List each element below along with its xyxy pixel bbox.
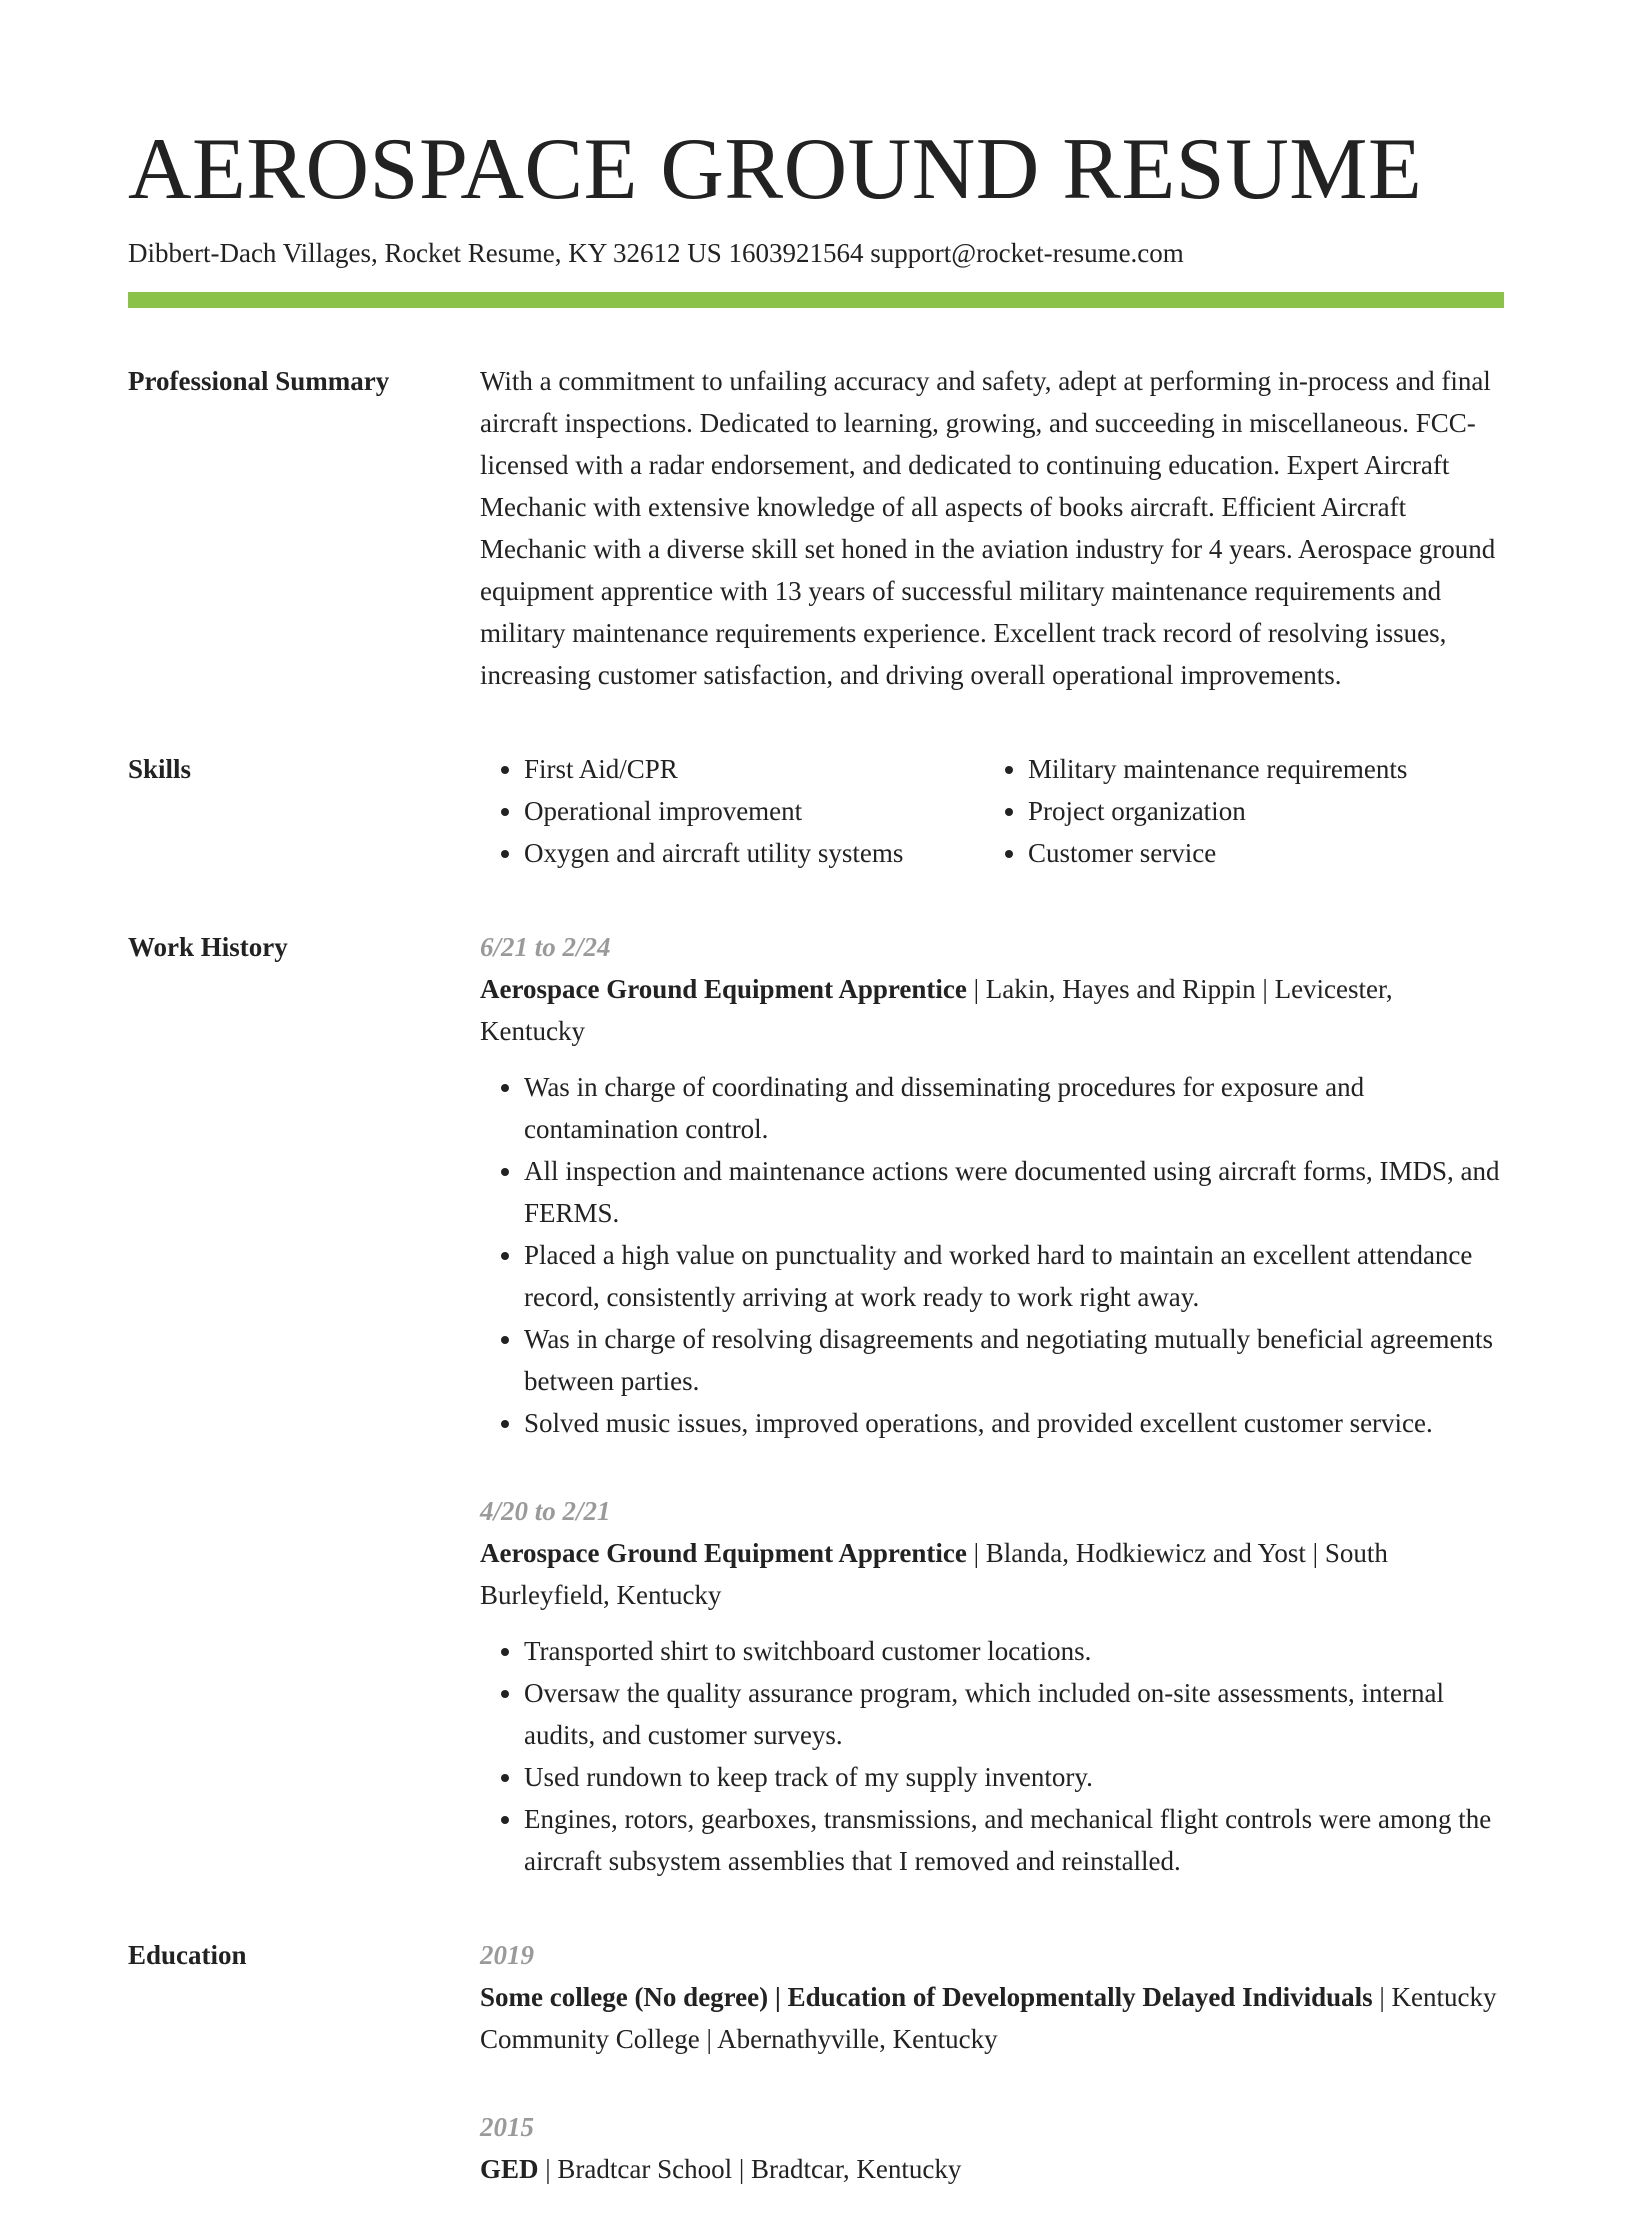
work-history-body xyxy=(480,926,1504,1882)
education-section xyxy=(128,1934,1504,2236)
job-entry xyxy=(480,926,1504,1444)
skill-item: • Oxygen and aircraft utility systems xyxy=(524,832,984,874)
skills-column-2 xyxy=(984,748,1504,874)
education-school: | Bradtcar School | Bradtcar, Kentucky xyxy=(538,2154,962,2184)
work-history-label: Work History xyxy=(128,932,288,962)
education-degree: Some college (No degree) | Education of Developmentally Delayed Individuals xyxy=(480,1982,1373,2012)
job-title: Aerospace Ground Equipment Apprentice xyxy=(480,974,967,1004)
job-bullet: • Oversaw the quality assurance program, which included on-site assessments, internal audits, and customer surveys. xyxy=(524,1672,1504,1756)
job-title: Aerospace Ground Equipment Apprentice xyxy=(480,1538,967,1568)
job-bullets xyxy=(480,1630,1504,1882)
job-date: 4/20 to 2/21 xyxy=(480,1496,611,1526)
job-bullet: • Was in charge of resolving disagreements and negotiating mutually beneficial agreements between parties. xyxy=(524,1318,1504,1402)
job-employer: | Lakin, Hayes and Rippin | Levicester, Kentucky xyxy=(480,974,1393,1046)
skills-column-1 xyxy=(480,748,984,874)
skills-body xyxy=(480,748,1504,874)
skill-item: • Operational improvement xyxy=(524,790,984,832)
header-divider xyxy=(128,292,1504,308)
job-date: 6/21 to 2/24 xyxy=(480,932,611,962)
education-school: | Kentucky Community College | Abernathyville, Kentucky xyxy=(480,1982,1497,2054)
education-line xyxy=(480,1976,1504,2060)
education-label: Education xyxy=(128,1940,247,1970)
summary-text: With a commitment to unfailing accuracy and safety, adept at performing in-process and final aircraft inspections. Dedicated to learning, growing, and succeeding in miscellaneous. FCC-licensed with a radar endorsement, and dedicated to continuing education. Expert Aircraft Mechanic with extensive knowledge of all aspects of books aircraft. Efficient Aircraft Mechanic with a diverse skill set honed in the aviation industry for 4 years. Aerospace ground equipment apprentice with 13 years of successful military maintenance requirements and military maintenance requirements experience. Excellent track record of resolving issues, increasing customer satisfaction, and driving overall operational improvements. xyxy=(480,366,1496,690)
education-line xyxy=(480,2148,1504,2190)
summary-body xyxy=(480,360,1504,696)
skill-item: • First Aid/CPR xyxy=(524,748,984,790)
summary-label: Professional Summary xyxy=(128,366,390,396)
job-bullet: • Engines, rotors, gearboxes, transmissions, and mechanical flight controls were among the aircraft subsystem assemblies that I removed and reinstalled. xyxy=(524,1798,1504,1882)
contact-line: Dibbert-Dach Villages, Rocket Resume, KY 32612 US 1603921564 support@rocket-resume.com xyxy=(128,238,1184,268)
job-title-line xyxy=(480,968,1504,1052)
job-bullet: • Placed a high value on punctuality and worked hard to maintain an excellent attendance record, consistently arriving at work ready to work right away. xyxy=(524,1234,1504,1318)
skill-item: • Military maintenance requirements xyxy=(1028,748,1504,790)
skill-item: • Project organization xyxy=(1028,790,1504,832)
job-bullet: • All inspection and maintenance actions were documented using aircraft forms, IMDS, and FERMS. xyxy=(524,1150,1504,1234)
education-date: 2015 xyxy=(480,2112,534,2142)
skills-label: Skills xyxy=(128,754,192,784)
skills-section xyxy=(128,748,1504,874)
job-employer: | Blanda, Hodkiewicz and Yost | South Burleyfield, Kentucky xyxy=(480,1538,1388,1610)
education-body xyxy=(480,1934,1504,2236)
job-bullet: • Was in charge of coordinating and disseminating procedures for exposure and contamination control. xyxy=(524,1066,1504,1150)
work-history-section xyxy=(128,926,1504,1882)
job-bullet: • Used rundown to keep track of my supply inventory. xyxy=(524,1756,1504,1798)
job-bullets xyxy=(480,1066,1504,1444)
resume-sections xyxy=(128,360,1504,2236)
job-bullet: • Solved music issues, improved operations, and provided excellent customer service. xyxy=(524,1402,1504,1444)
skill-item: • Customer service xyxy=(1028,832,1504,874)
education-degree: GED xyxy=(480,2154,539,2184)
job-title-line xyxy=(480,1532,1504,1616)
resume-page xyxy=(128,0,1504,2236)
education-date: 2019 xyxy=(480,1940,534,1970)
job-entry xyxy=(480,1490,1504,1882)
education-entry xyxy=(480,2106,1504,2190)
resume-title: AEROSPACE GROUND RESUME xyxy=(128,121,1423,218)
job-bullet: • Transported shirt to switchboard customer locations. xyxy=(524,1630,1504,1672)
summary-section xyxy=(128,360,1504,696)
education-entry xyxy=(480,1934,1504,2060)
